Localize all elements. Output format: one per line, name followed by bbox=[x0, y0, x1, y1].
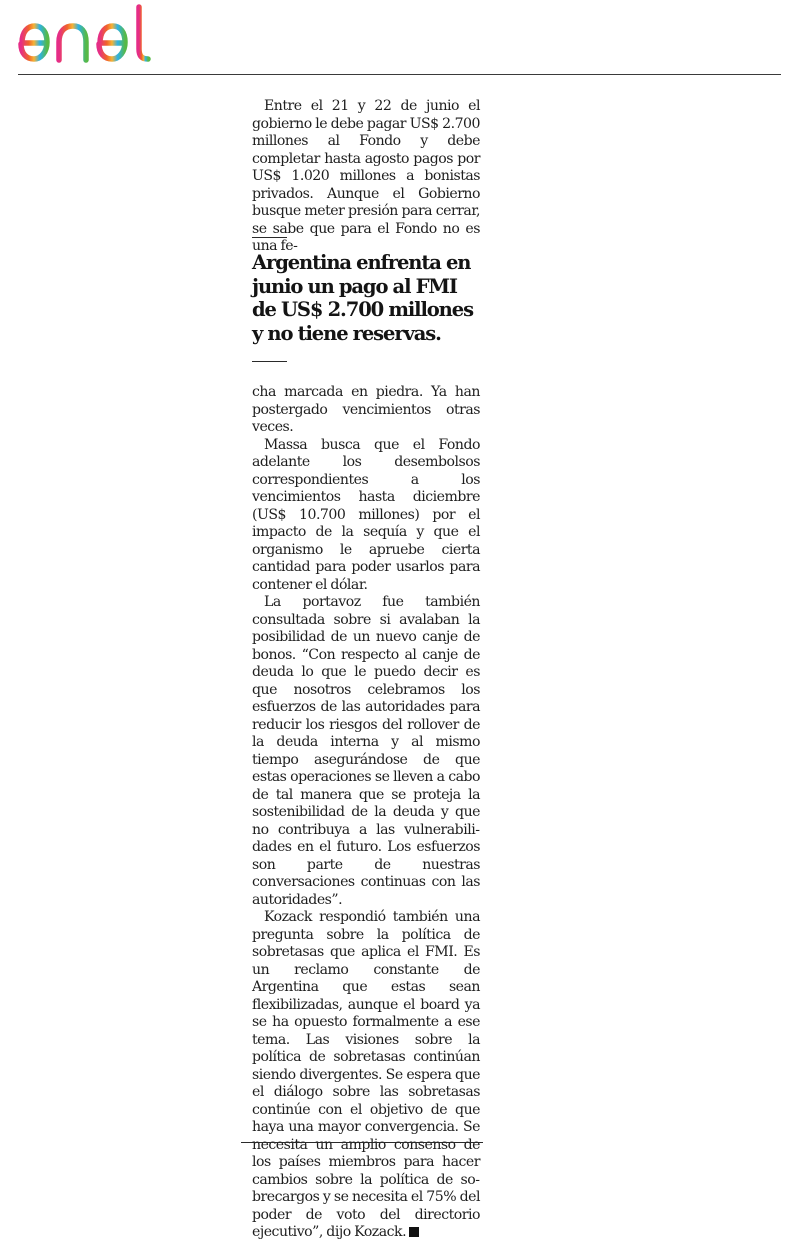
pull-quote: Argentina enfrenta en junio un pago al FMI de US$ 2.700 millones y no tiene reservas. bbox=[252, 251, 473, 345]
body-paragraph: cha marcada en piedra. Ya han postergado vencimientos otras veces. bbox=[252, 384, 480, 435]
intro-paragraph: Entre el 21 y 22 de junio el gobierno le debe pagar US$ 2.700 millones al Fondo y debe completar hasta agosto pagos por US$ 1.020 millones a bonistas privados. Aunque el Gobierno busque meter presión para cerrar, se sabe que para el Fondo no es una fe- bbox=[252, 98, 480, 254]
footer-rule bbox=[241, 1142, 483, 1143]
header-rule bbox=[18, 74, 781, 75]
article-column-bottom bbox=[252, 384, 480, 1242]
pull-quote-rule-bottom bbox=[252, 361, 287, 362]
enel-logo bbox=[18, 4, 180, 68]
article-column-top bbox=[252, 98, 480, 256]
body-paragraph: Massa busca que el Fondo adelante los desembolsos correspondientes a los vencimientos hasta diciembre (US$ 10.700 millones) por el impacto de la sequía y que el organismo le apruebe cierta cantidad para poder usarlos para contener el dólar. bbox=[252, 436, 480, 593]
pull-quote-rule-top bbox=[252, 237, 287, 238]
body-paragraph-text: Kozack respondió también una pregunta sobre la política de sobretasas que aplica el FMI. Es un reclamo constante de Argentina que estas sean flexibilizadas, aunque el board ya se ha opuesto formalmente a ese tema. Las visiones sobre la política de sobretasas continúan siendo divergentes. Se espera que el diálogo sobre las sobretasas continúe con el objetivo de que haya una mayor convergencia. Se necesita un amplio consenso de los países miembros para hacer cambios sobre la política de sobrecargos y se necesita el 75% del poder de voto del directorio ejecutivo”, dijo Kozack. bbox=[252, 909, 480, 1240]
end-of-article-mark bbox=[409, 1227, 419, 1237]
body-paragraph: La portavoz fue también consultada sobre si avalaban la posibilidad de un nuevo canje de bonos. “Con respecto al canje de deuda lo que le puedo decir es que nosotros celebramos los esfuerzos de las autoridades para reducir los riesgos del rollover de la deuda interna y al mismo tiempo asegurándose de que estas operaciones se lleven a cabo de tal manera que se proteja la sostenibilidad de la deuda y que no contribuya a las vulnerabilidades en el futuro. Los esfuerzos son parte de nuestras conversaciones continuas con las autoridades”. bbox=[252, 594, 480, 908]
body-paragraph-last bbox=[252, 909, 480, 1242]
